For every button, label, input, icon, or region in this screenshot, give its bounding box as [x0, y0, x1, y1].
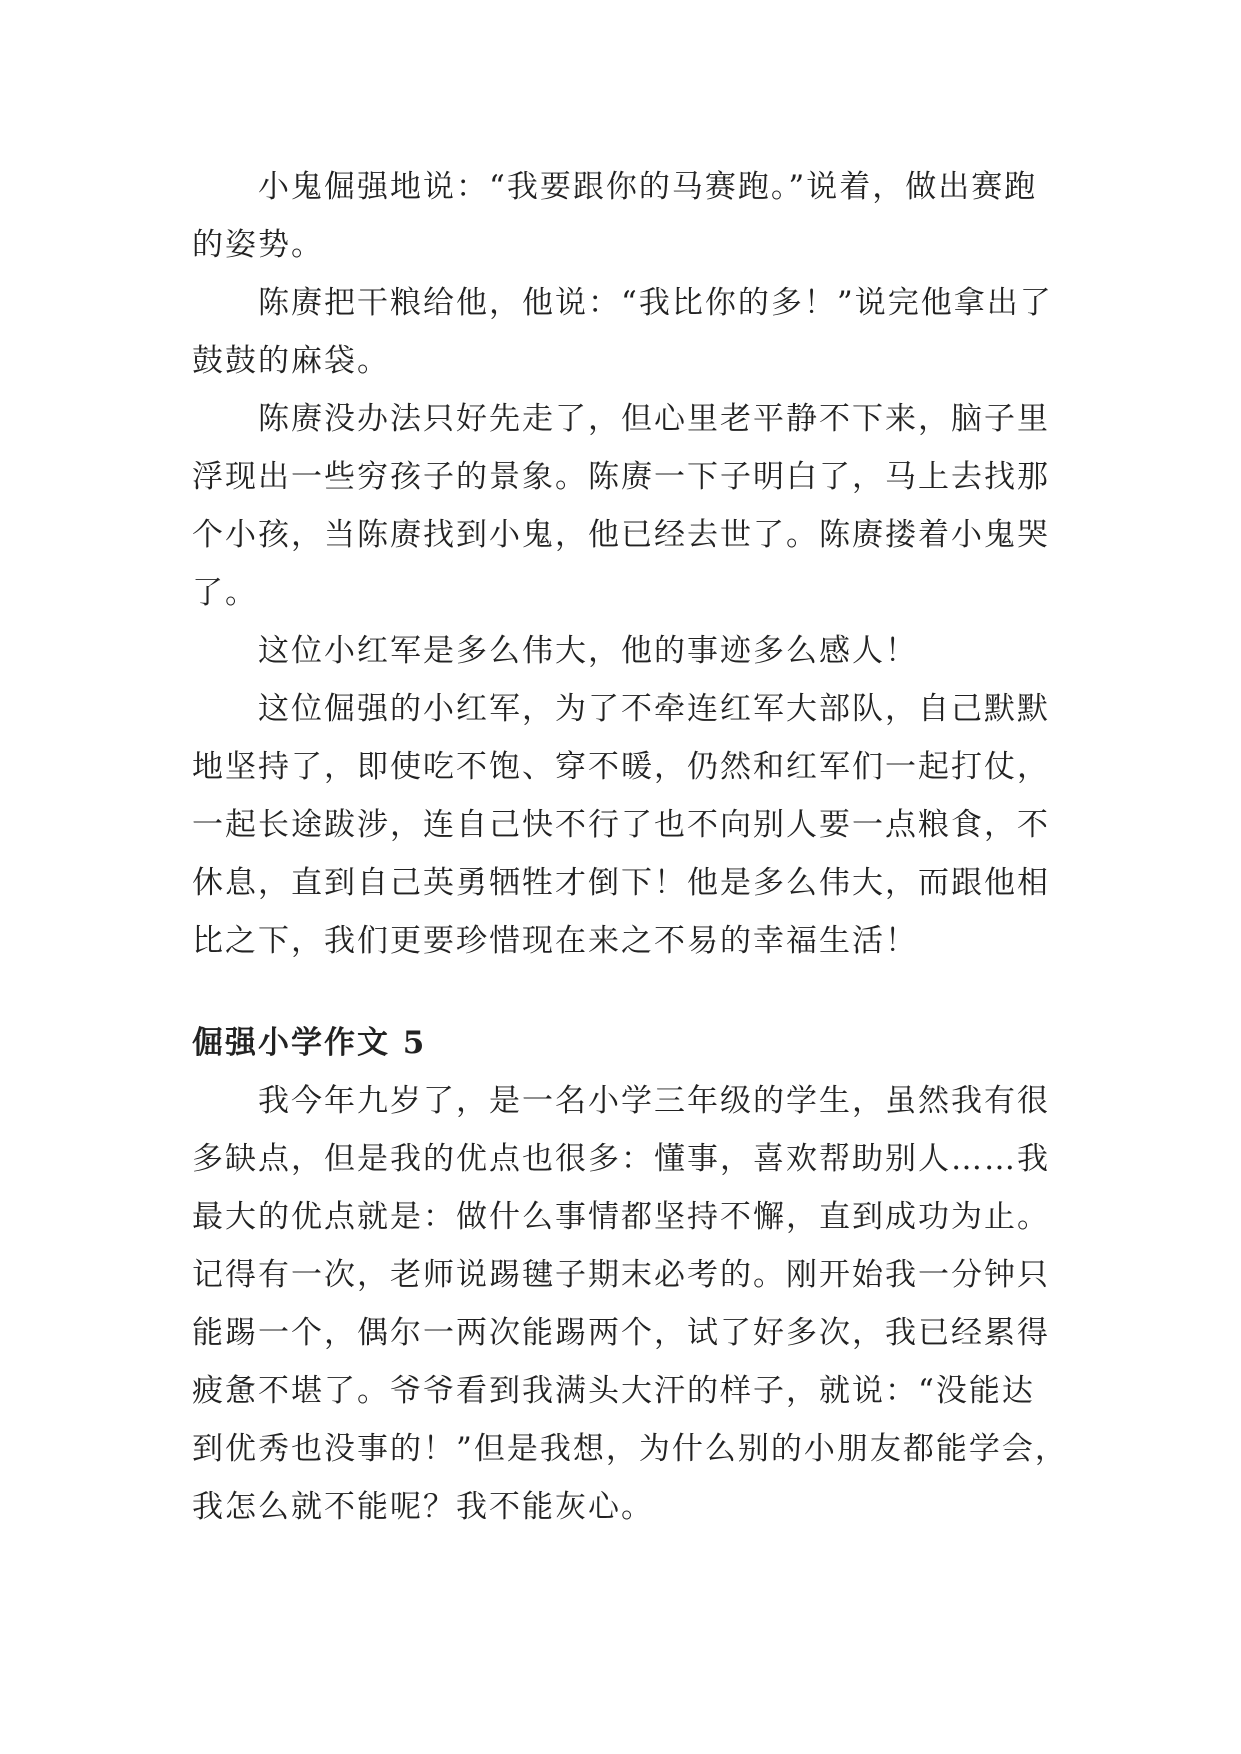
- document-page: [192, 158, 1068, 1536]
- text-line: 陈赓没办法只好先走了，但心里老平静不下来，脑子里: [258, 401, 1050, 437]
- text-line: 我今年九岁了，是一名小学三年级的学生，虽然我有很: [258, 1083, 1050, 1119]
- paragraph: [192, 680, 1050, 970]
- text-line: 最大的优点就是：做什么事情都坚持不懈，直到成功为止。: [192, 1199, 1050, 1235]
- paragraph: [192, 1072, 1068, 1536]
- text-line: 我怎么就不能呢？我不能灰心。: [192, 1489, 654, 1525]
- text-line: 地坚持了，即使吃不饱、穿不暖，仍然和红军们一起打仗，: [192, 749, 1050, 785]
- text-line: 了。: [192, 575, 258, 611]
- text-line: 到优秀也没事的！”但是我想，为什么别的小朋友都能学会，: [192, 1431, 1068, 1467]
- paragraph: [192, 274, 1053, 390]
- paragraph: [192, 158, 1050, 274]
- text-line: 鼓鼓的麻袋。: [192, 343, 390, 379]
- text-line: 疲惫不堪了。爷爷看到我满头大汗的样子，就说：“没能达: [192, 1373, 1035, 1409]
- text-line: 陈赓把干粮给他，他说：“我比你的多！”说完他拿出了: [258, 285, 1053, 321]
- text-line: 这位小红军是多么伟大，他的事迹多么感人！: [258, 633, 918, 669]
- section-title: 倔强小学作文 5: [192, 1025, 427, 1061]
- text-line: 休息，直到自己英勇牺牲才倒下！他是多么伟大，而跟他相: [192, 865, 1050, 901]
- paragraph: [192, 622, 1050, 680]
- text-line: 多缺点，但是我的优点也很多：懂事，喜欢帮助别人……我: [192, 1141, 1050, 1177]
- text-line: 一起长途跋涉，连自己快不行了也不向别人要一点粮食，不: [192, 807, 1050, 843]
- section-spacer: [192, 970, 1050, 1014]
- text-line: 记得有一次，老师说踢毽子期末必考的。刚开始我一分钟只: [192, 1257, 1050, 1293]
- paragraph: [192, 390, 1050, 622]
- text-line: 能踢一个，偶尔一两次能踢两个，试了好多次，我已经累得: [192, 1315, 1050, 1351]
- text-line: 这位倔强的小红军，为了不牵连红军大部队，自己默默: [258, 691, 1050, 727]
- text-line: 小鬼倔强地说：“我要跟你的马赛跑。”说着，做出赛跑: [258, 169, 1038, 205]
- text-line: 比之下，我们更要珍惜现在来之不易的幸福生活！: [192, 923, 918, 959]
- text-line: 的姿势。: [192, 227, 324, 263]
- text-line: 浮现出一些穷孩子的景象。陈赓一下子明白了，马上去找那: [192, 459, 1050, 495]
- text-line: 个小孩，当陈赓找到小鬼，他已经去世了。陈赓搂着小鬼哭: [192, 517, 1050, 553]
